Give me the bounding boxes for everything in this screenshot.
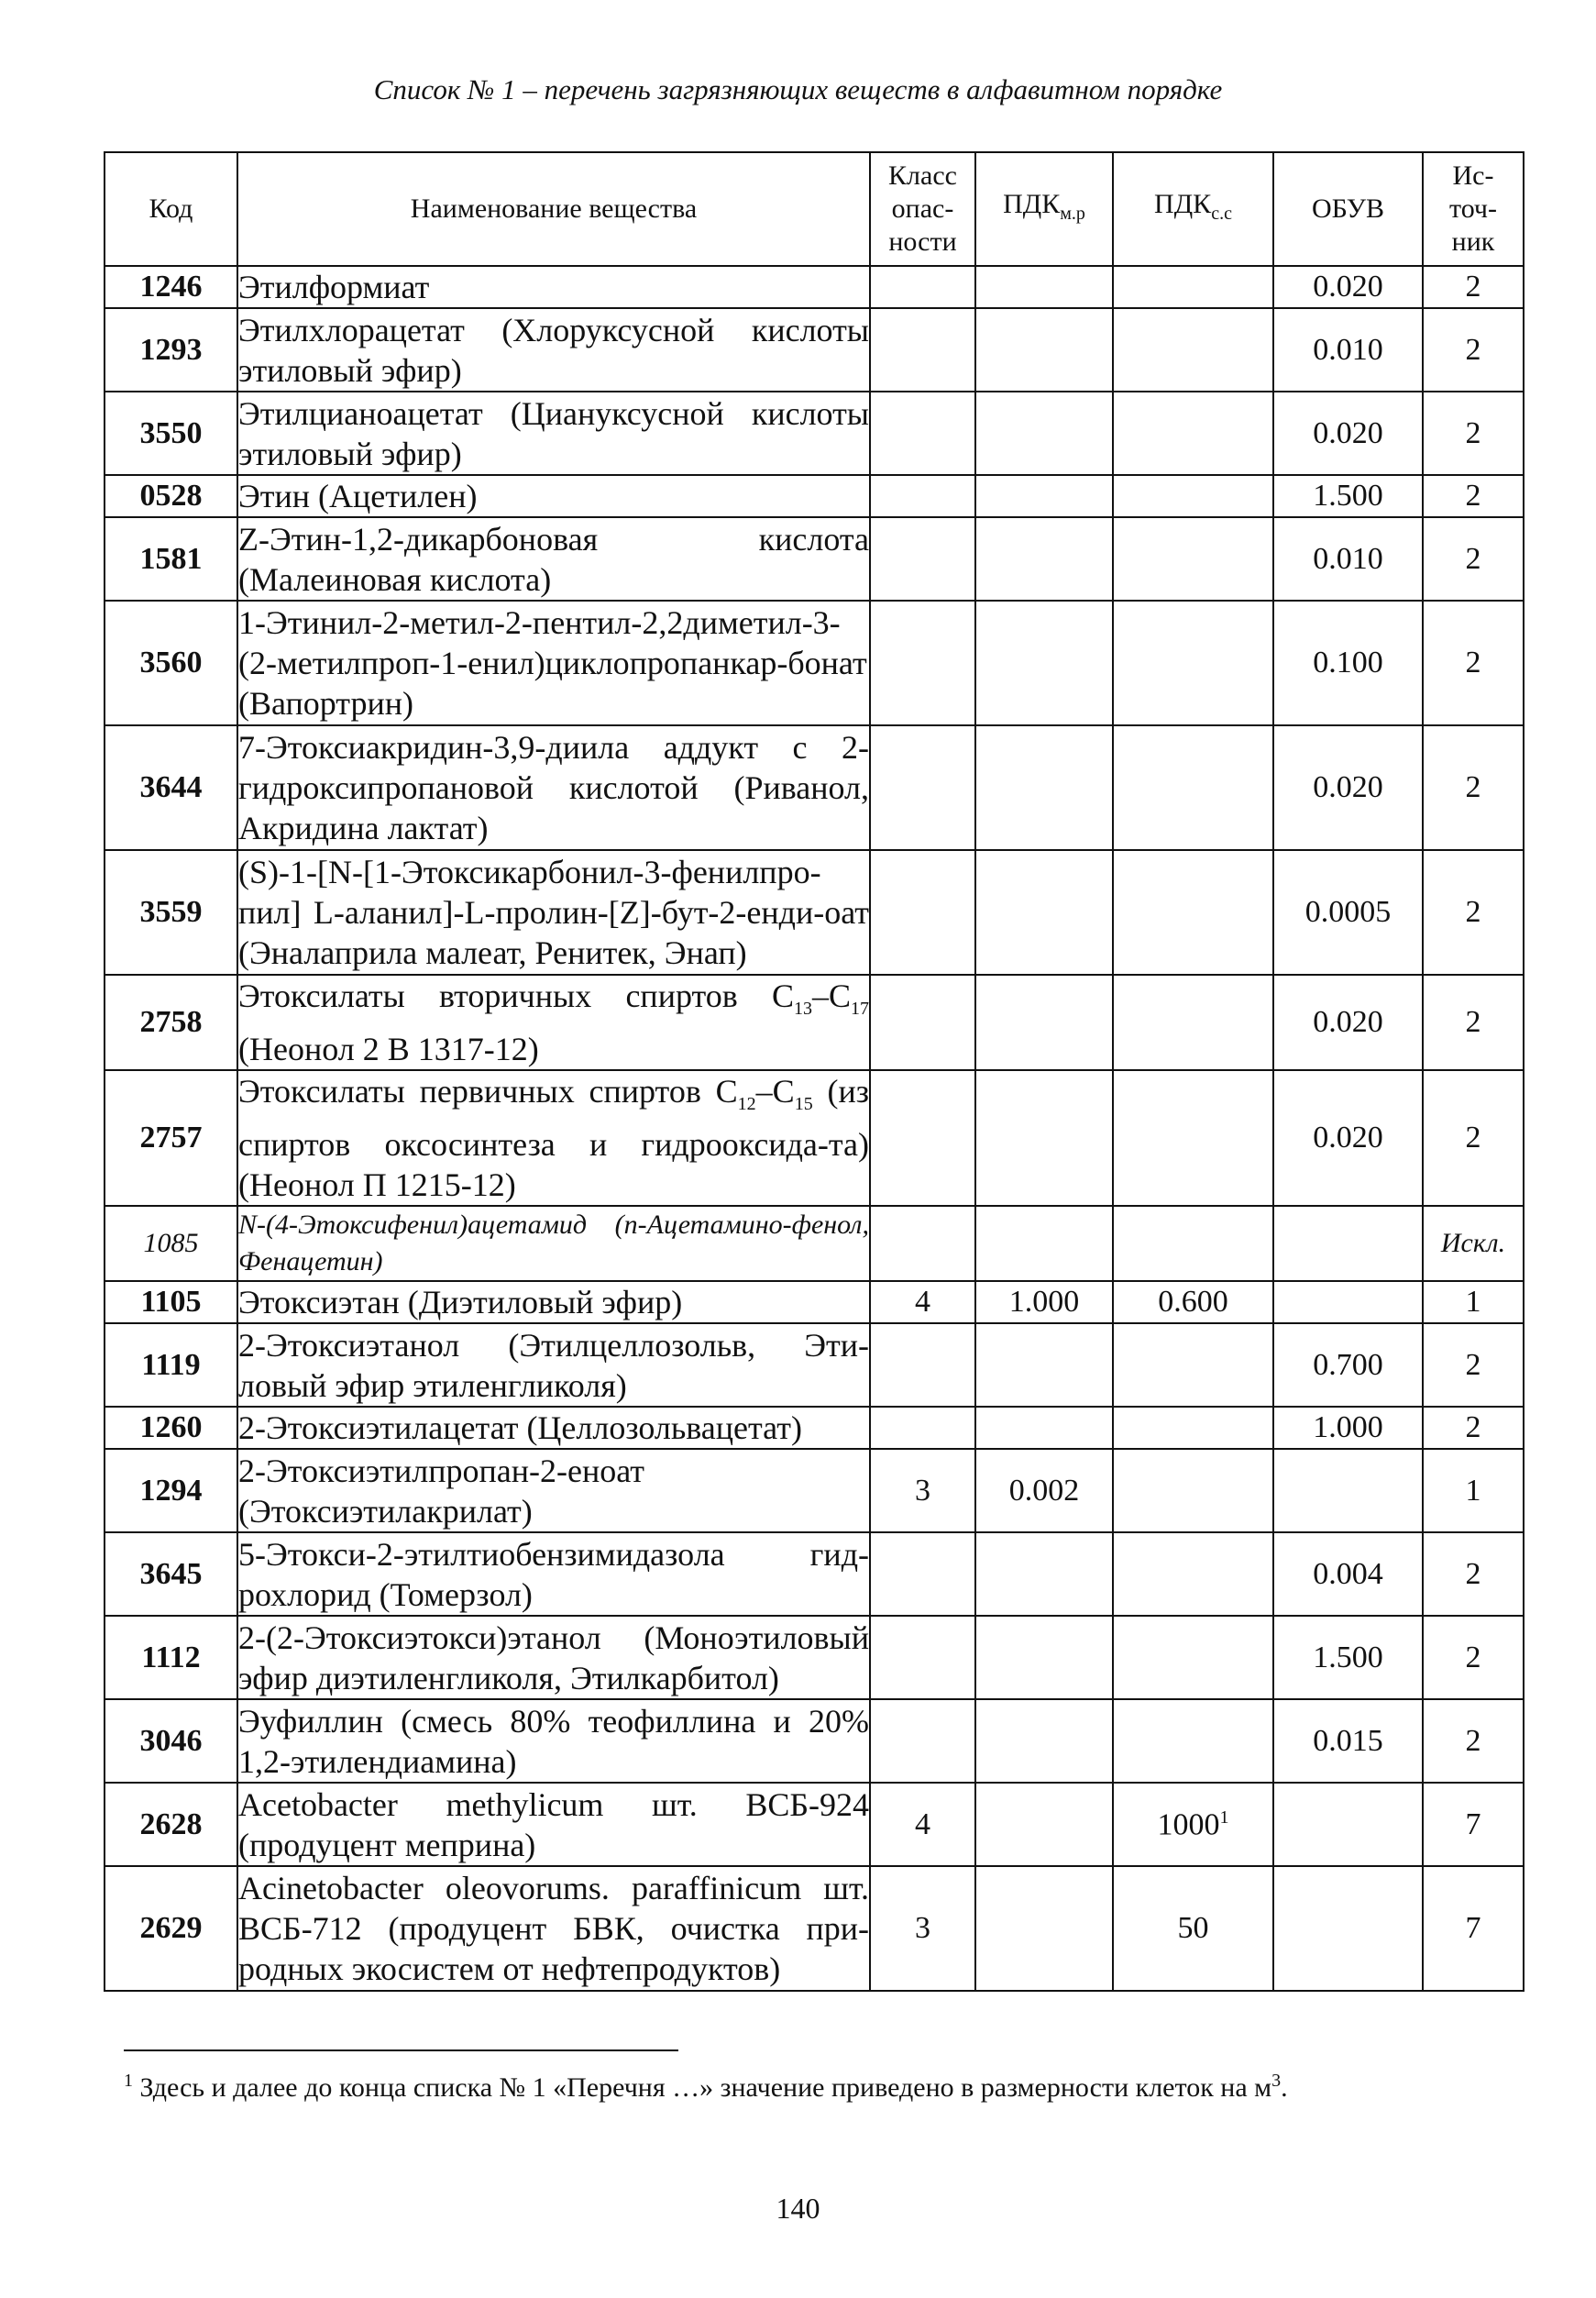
row-hazard-class [870, 1407, 975, 1449]
row-pdk-mr [975, 266, 1113, 308]
row-source: 7 [1423, 1866, 1524, 1991]
row-pdk-mr [975, 1407, 1113, 1449]
table-row [105, 850, 1524, 975]
row-pdk-mr [975, 601, 1113, 725]
row-hazard-class [870, 1070, 975, 1206]
table-row [105, 1323, 1524, 1407]
page-title: Список № 1 – перечень загрязняющих веществ в алфавитном порядке [373, 73, 1223, 105]
row-name-part: (Неонол 2 В 1317-12) [238, 1031, 539, 1068]
row-source: 2 [1423, 308, 1524, 392]
footnote [124, 2071, 1288, 2104]
row-source: 2 [1423, 266, 1524, 308]
header-obuv: ОБУВ [1273, 152, 1423, 266]
row-name: N-(4-Этоксифенил)ацетамид (п-Ацетамино-фенол, Фенацетин) [237, 1206, 870, 1281]
row-source: 2 [1423, 1532, 1524, 1616]
row-obuv [1273, 1281, 1423, 1323]
table-row [105, 517, 1524, 601]
row-name [237, 1070, 870, 1206]
row-name: 1-Этинил-2-метил-2-пентил-2,2диметил-3-(2-метилпроп-1-енил)циклопропанкар-бонат (Вапортрин) [237, 601, 870, 725]
header-pdk-ss-sub: с.с [1211, 204, 1232, 224]
row-pdk-ss [1113, 1783, 1273, 1866]
row-source: 2 [1423, 1070, 1524, 1206]
row-obuv [1273, 1206, 1423, 1281]
row-code: 2628 [105, 1783, 237, 1866]
row-obuv: 0.010 [1273, 308, 1423, 392]
row-source: Искл. [1423, 1206, 1524, 1281]
row-pdk-mr [975, 1866, 1113, 1991]
row-hazard-class [870, 1616, 975, 1699]
row-name-part: –C [811, 978, 851, 1014]
row-pdk-ss [1113, 850, 1273, 975]
row-name-part: (из спиртов оксосинтеза и гидрооксида-та) (Неонол П 1215-12) [238, 1073, 869, 1204]
table-row [105, 1699, 1524, 1783]
header-pdk-ss-label: ПДК [1154, 189, 1212, 219]
table-row [105, 308, 1524, 392]
row-code: 1105 [105, 1281, 237, 1323]
table-row [105, 725, 1524, 850]
table-row [105, 1783, 1524, 1866]
row-name [237, 975, 870, 1070]
table-row [105, 1070, 1524, 1206]
table-row [105, 1206, 1524, 1281]
table-row [105, 1449, 1524, 1532]
row-pdk-ss [1113, 266, 1273, 308]
page-number: 140 [776, 2192, 820, 2225]
row-code: 3645 [105, 1532, 237, 1616]
row-pdk-mr: 0.002 [975, 1449, 1113, 1532]
row-source: 2 [1423, 1616, 1524, 1699]
row-hazard-class [870, 850, 975, 975]
row-obuv: 1.500 [1273, 475, 1423, 517]
row-hazard-class [870, 392, 975, 475]
row-source: 2 [1423, 725, 1524, 850]
row-hazard-class [870, 1206, 975, 1281]
row-pdk-ss [1113, 1532, 1273, 1616]
row-name: 2-Этоксиэтанол (Этилцеллозольв, Эти-ловый эфир этиленгликоля) [237, 1323, 870, 1407]
row-name: Этин (Ацетилен) [237, 475, 870, 517]
row-obuv: 0.020 [1273, 392, 1423, 475]
row-pdk-mr [975, 850, 1113, 975]
row-hazard-class [870, 475, 975, 517]
row-obuv: 0.020 [1273, 725, 1423, 850]
footnote-end: . [1281, 2072, 1288, 2103]
row-pdk-ss [1113, 601, 1273, 725]
table-row [105, 266, 1524, 308]
row-name: Этоксиэтан (Диэтиловый эфир) [237, 1281, 870, 1323]
row-source: 2 [1423, 1407, 1524, 1449]
row-pdk-mr: 1.000 [975, 1281, 1113, 1323]
table-row [105, 1866, 1524, 1991]
row-code: 1260 [105, 1407, 237, 1449]
row-pdk-ss [1113, 1699, 1273, 1783]
row-pdk-mr [975, 1699, 1113, 1783]
row-name: 7-Этоксиакридин-3,9-диила аддукт с 2-гидроксипропановой кислотой (Риванол, Акридина лактат) [237, 725, 870, 850]
row-obuv: 0.020 [1273, 1070, 1423, 1206]
footnote-text: Здесь и далее до конца списка № 1 «Перечня …» значение приведено в размерности клеток на м [133, 2072, 1272, 2103]
row-hazard-class [870, 517, 975, 601]
row-code: 1112 [105, 1616, 237, 1699]
row-obuv: 0.020 [1273, 266, 1423, 308]
row-source: 7 [1423, 1783, 1524, 1866]
row-code: 1119 [105, 1323, 237, 1407]
header-pdk-mr-label: ПДК [1003, 189, 1061, 219]
row-source: 2 [1423, 392, 1524, 475]
row-source: 2 [1423, 601, 1524, 725]
row-code: 2757 [105, 1070, 237, 1206]
row-obuv: 0.700 [1273, 1323, 1423, 1407]
row-pdk-mr [975, 475, 1113, 517]
row-obuv: 0.004 [1273, 1532, 1423, 1616]
row-name: (S)-1-[N-[1-Этоксикарбонил-3-фенилпро-пил] L-аланил]-L-пролин-[Z]-бут-2-енди-оат (Эналаприла малеат, Ренитек, Энап) [237, 850, 870, 975]
row-name: Этилцианоацетат (Циануксусной кислоты этиловый эфир) [237, 392, 870, 475]
row-name-sub: 17 [851, 999, 869, 1020]
table-header-row [105, 152, 1524, 266]
row-code: 3046 [105, 1699, 237, 1783]
row-source: 2 [1423, 475, 1524, 517]
row-pdk-ss [1113, 392, 1273, 475]
row-obuv: 0.0005 [1273, 850, 1423, 975]
row-pdk-mr [975, 1616, 1113, 1699]
footnote-unit-sup: 3 [1271, 2071, 1282, 2091]
header-pdk-mr [975, 152, 1113, 266]
row-pdk-ss [1113, 308, 1273, 392]
row-source: 2 [1423, 1323, 1524, 1407]
row-obuv: 0.015 [1273, 1699, 1423, 1783]
row-pdk-ss: 0.600 [1113, 1281, 1273, 1323]
row-pdk-ss [1113, 1323, 1273, 1407]
row-hazard-class [870, 975, 975, 1070]
row-name-sub: 12 [737, 1094, 756, 1115]
row-pdk-mr [975, 1323, 1113, 1407]
row-name: 2-Этоксиэтилпропан-2-еноат (Этоксиэтилакрилат) [237, 1449, 870, 1532]
row-hazard-class [870, 725, 975, 850]
row-pdk-ss-value: 1000 [1157, 1807, 1220, 1842]
row-name: 5-Этокси-2-этилтиобензимидазола гид-рохлорид (Томерзол) [237, 1532, 870, 1616]
row-pdk-ss [1113, 517, 1273, 601]
row-code: 3644 [105, 725, 237, 850]
row-source: 2 [1423, 975, 1524, 1070]
row-name: 2-(2-Этоксиэтокси)этанол (Моноэтиловый эфир диэтиленгликоля, Этилкарбитол) [237, 1616, 870, 1699]
table-row [105, 1532, 1524, 1616]
row-source: 1 [1423, 1281, 1524, 1323]
row-name: Этилхлорацетат (Хлоруксусной кислоты этиловый эфир) [237, 308, 870, 392]
row-code: 1085 [105, 1206, 237, 1281]
row-code: 3559 [105, 850, 237, 975]
header-source: Ис-точ-ник [1423, 152, 1524, 266]
row-name-sub: 15 [794, 1094, 813, 1115]
row-pdk-mr [975, 1532, 1113, 1616]
row-pdk-mr [975, 975, 1113, 1070]
row-hazard-class [870, 308, 975, 392]
row-hazard-class: 3 [870, 1449, 975, 1532]
row-pdk-mr [975, 392, 1113, 475]
row-source: 2 [1423, 517, 1524, 601]
row-name: 2-Этоксиэтилацетат (Целлозольвацетат) [237, 1407, 870, 1449]
row-pdk-ss [1113, 475, 1273, 517]
row-hazard-class: 4 [870, 1783, 975, 1866]
row-code: 1294 [105, 1449, 237, 1532]
row-hazard-class: 4 [870, 1281, 975, 1323]
row-pdk-mr [975, 1206, 1113, 1281]
header-code: Код [105, 152, 237, 266]
row-pdk-ss [1113, 1070, 1273, 1206]
table-row [105, 392, 1524, 475]
row-pdk-ss [1113, 1616, 1273, 1699]
row-pdk-ss [1113, 725, 1273, 850]
row-hazard-class: 3 [870, 1866, 975, 1991]
row-pdk-ss [1113, 975, 1273, 1070]
row-code: 1581 [105, 517, 237, 601]
row-obuv: 1.500 [1273, 1616, 1423, 1699]
row-source: 2 [1423, 1699, 1524, 1783]
row-hazard-class [870, 601, 975, 725]
row-code: 3550 [105, 392, 237, 475]
row-code: 1293 [105, 308, 237, 392]
row-obuv [1273, 1449, 1423, 1532]
row-code: 2758 [105, 975, 237, 1070]
row-pdk-ss [1113, 1206, 1273, 1281]
row-hazard-class [870, 1532, 975, 1616]
row-name-part: –C [755, 1073, 795, 1110]
row-pdk-mr [975, 308, 1113, 392]
row-hazard-class [870, 1699, 975, 1783]
row-name: Acinetobacter oleovorums. paraffinicum шт. ВСБ-712 (продуцент БВК, очистка при-родных экосистем от нефтепродуктов) [237, 1866, 870, 1991]
row-pdk-mr [975, 725, 1113, 850]
row-obuv: 0.100 [1273, 601, 1423, 725]
row-name: Z-Этин-1,2-дикарбоновая кислота (Малеиновая кислота) [237, 517, 870, 601]
table-row [105, 475, 1524, 517]
row-obuv: 1.000 [1273, 1407, 1423, 1449]
table-row [105, 975, 1524, 1070]
header-pdk-ss [1113, 152, 1273, 266]
row-code: 1246 [105, 266, 237, 308]
row-pdk-mr [975, 517, 1113, 601]
footnote-ref: 1 [1219, 1806, 1229, 1828]
table-row [105, 1407, 1524, 1449]
row-obuv [1273, 1866, 1423, 1991]
row-pdk-ss [1113, 1407, 1273, 1449]
header-pdk-mr-sub: м.р [1060, 204, 1085, 224]
row-code: 2629 [105, 1866, 237, 1991]
row-obuv: 0.020 [1273, 975, 1423, 1070]
footnote-divider [124, 2049, 678, 2051]
row-name-sub: 13 [793, 999, 812, 1020]
row-code: 3560 [105, 601, 237, 725]
table-row [105, 1281, 1524, 1323]
row-pdk-mr [975, 1783, 1113, 1866]
row-hazard-class [870, 266, 975, 308]
row-hazard-class [870, 1323, 975, 1407]
row-pdk-ss [1113, 1449, 1273, 1532]
table-row [105, 601, 1524, 725]
footnote-mark: 1 [124, 2071, 133, 2091]
header-hazard-class: Класс опас-ности [870, 152, 975, 266]
table-row [105, 1616, 1524, 1699]
row-pdk-mr [975, 1070, 1113, 1206]
row-name: Acetobacter methylicum шт. ВСБ-924 (продуцент меприна) [237, 1783, 870, 1866]
row-name-part: Этоксилаты вторичных спиртов C [238, 978, 794, 1014]
row-obuv: 0.010 [1273, 517, 1423, 601]
header-name: Наименование вещества [237, 152, 870, 266]
row-name: Этилформиат [237, 266, 870, 308]
row-source: 1 [1423, 1449, 1524, 1532]
substances-table [104, 151, 1524, 1992]
row-code: 0528 [105, 475, 237, 517]
row-pdk-ss: 50 [1113, 1866, 1273, 1991]
row-source: 2 [1423, 850, 1524, 975]
row-obuv [1273, 1783, 1423, 1866]
row-name-part: Этоксилаты первичных спиртов C [238, 1073, 738, 1110]
row-name: Эуфиллин (смесь 80% теофиллина и 20% 1,2-этилендиамина) [237, 1699, 870, 1783]
